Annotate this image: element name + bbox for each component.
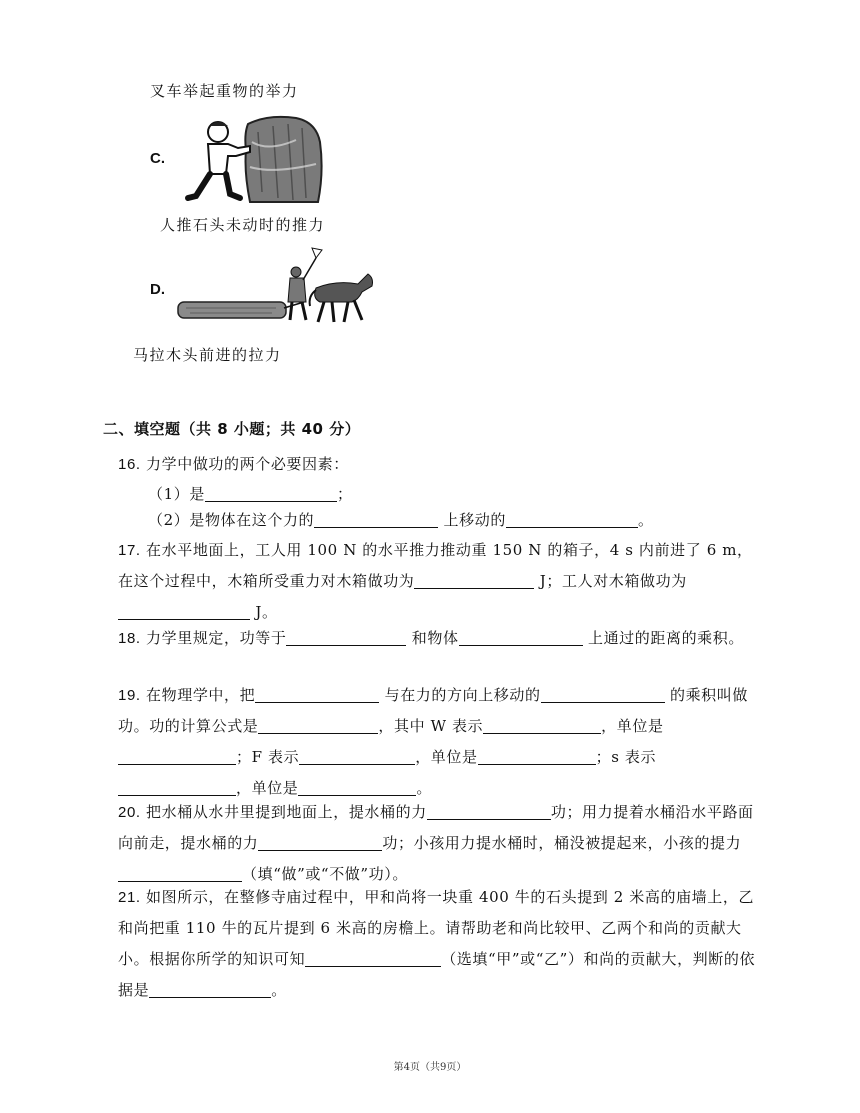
option-c-letter: C. bbox=[150, 150, 165, 167]
question-text: ，单位是 bbox=[601, 717, 664, 735]
answer-blank[interactable] bbox=[298, 779, 416, 796]
person-pushing-rock-illustration bbox=[178, 112, 324, 204]
answer-blank[interactable] bbox=[414, 572, 534, 589]
question-text: （填“做”或“不做”功）。 bbox=[242, 865, 408, 883]
question-stem: 力学中做功的两个必要因素： bbox=[146, 455, 349, 473]
part-text: 上移动的 bbox=[438, 511, 506, 529]
question-text: 力学里规定，功等于 bbox=[146, 629, 287, 647]
option-d-letter: D. bbox=[150, 281, 165, 298]
question-text: 把水桶从水井里提到地面上，提水桶的力 bbox=[146, 803, 427, 821]
answer-blank[interactable] bbox=[305, 950, 441, 967]
question-16 bbox=[118, 449, 766, 480]
question-text: ，单位是 bbox=[236, 779, 299, 797]
horse-pulling-log-illustration bbox=[176, 244, 378, 330]
answer-blank[interactable] bbox=[205, 485, 337, 502]
answer-blank[interactable] bbox=[258, 834, 382, 851]
question-text: 在物理学中，把 bbox=[146, 686, 256, 704]
answer-blank[interactable] bbox=[118, 748, 236, 765]
question-number: 20. bbox=[118, 804, 141, 821]
question-text: ，其中 W 表示 bbox=[378, 717, 484, 735]
question-16-part-2 bbox=[148, 509, 654, 530]
answer-blank[interactable] bbox=[149, 981, 271, 998]
answer-blank[interactable] bbox=[299, 748, 415, 765]
question-number: 17. bbox=[118, 542, 141, 559]
part-text: 。 bbox=[637, 511, 654, 529]
question-text: 功；小孩用力提水桶时，桶没被提起来，小孩的提力 bbox=[382, 834, 742, 852]
question-text: 与在力的方向上移动的 bbox=[379, 686, 541, 704]
page-footer: 第4页（共9页） bbox=[393, 1062, 467, 1073]
answer-blank[interactable] bbox=[459, 629, 583, 646]
question-text: ；s 表示 bbox=[595, 748, 657, 766]
section-heading: 二、填空题（共 8 小题；共 40 分） bbox=[103, 420, 361, 438]
answer-blank[interactable] bbox=[255, 686, 379, 703]
question-text: 上通过的距离的乘积。 bbox=[582, 629, 744, 647]
part-text: ； bbox=[336, 485, 353, 503]
question-text: 的乘积叫做功。功的计算公式是 bbox=[118, 686, 748, 735]
question-text: ；F 表示 bbox=[236, 748, 300, 766]
answer-blank[interactable] bbox=[314, 511, 438, 528]
answer-blank[interactable] bbox=[483, 717, 601, 734]
question-text: J；工人对木箱做功为 bbox=[534, 572, 687, 590]
answer-blank[interactable] bbox=[258, 717, 378, 734]
question-text: 在水平地面上，工人用 100 N 的水平推力推动重 150 N 的箱子，4 s 内前进了 6 m，在这个过程中，木箱所受重力对木箱做功为 bbox=[118, 541, 753, 590]
answer-blank[interactable] bbox=[118, 603, 250, 620]
part-text: （1）是 bbox=[148, 485, 205, 503]
question-17 bbox=[118, 535, 766, 628]
answer-blank[interactable] bbox=[541, 686, 665, 703]
answer-blank[interactable] bbox=[478, 748, 596, 765]
question-21 bbox=[118, 882, 766, 1006]
question-18 bbox=[118, 623, 766, 654]
answer-blank[interactable] bbox=[427, 803, 551, 820]
question-text: 和物体 bbox=[406, 629, 459, 647]
question-16-part-1 bbox=[148, 483, 353, 504]
question-text: 。 bbox=[271, 981, 287, 999]
question-number: 19. bbox=[118, 687, 141, 704]
answer-blank[interactable] bbox=[506, 511, 638, 528]
answer-blank[interactable] bbox=[118, 779, 236, 796]
option-c-text: 人推石头未动时的推力 bbox=[160, 216, 326, 234]
option-d-text: 马拉木头前进的拉力 bbox=[133, 346, 282, 364]
question-text: （选填“甲”或“乙”）和尚的贡献大，判断的依据是 bbox=[118, 950, 756, 999]
question-text: 功；用力提着水桶沿水平路面向前走，提水桶的力 bbox=[118, 803, 754, 852]
question-text: 如图所示，在整修寺庙过程中，甲和尚将一块重 400 牛的石头提到 2 米高的庙墙上，乙和尚把重 110 牛的瓦片提到 6 米高的房檐上。请帮助老和尚比较甲、乙两个和尚的贡献大小。根据你所学的知识可知 bbox=[118, 888, 755, 968]
answer-blank[interactable] bbox=[286, 629, 406, 646]
question-number: 18. bbox=[118, 630, 141, 647]
question-text: J。 bbox=[250, 603, 278, 621]
question-20 bbox=[118, 797, 766, 890]
option-b-text: 叉车举起重物的举力 bbox=[150, 82, 299, 100]
answer-blank[interactable] bbox=[118, 865, 242, 882]
question-19 bbox=[118, 680, 766, 804]
question-number: 21. bbox=[118, 889, 141, 906]
question-text: ，单位是 bbox=[415, 748, 478, 766]
question-number: 16. bbox=[118, 456, 141, 473]
question-text: 。 bbox=[416, 779, 433, 797]
part-text: （2）是物体在这个力的 bbox=[148, 511, 315, 529]
